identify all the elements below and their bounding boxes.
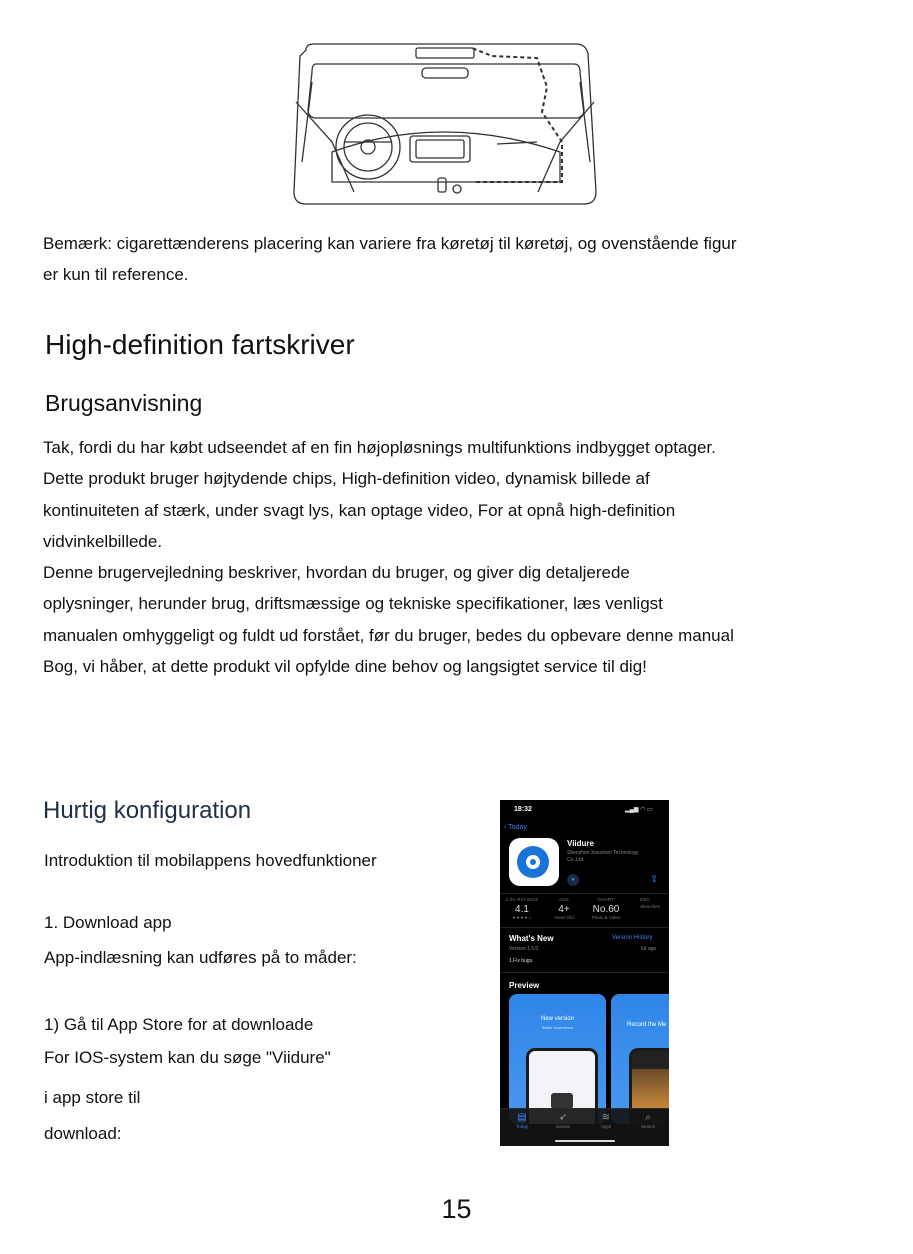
intro-line: kontinuiteten af stærk, under svagt lys, kan optage video, For at opnå high-definition <box>43 500 676 520</box>
viidure-app-icon <box>509 838 559 886</box>
car-interior-illustration <box>292 42 598 210</box>
status-icons: ▂▄▆ ◠ ▭ <box>625 807 653 813</box>
tab-label: Today <box>515 1124 528 1129</box>
divider <box>500 927 669 928</box>
intro-line: Dette produkt bruger højtydende chips, High-definition video, dynamisk billede af <box>43 469 650 489</box>
tab-apps[interactable] <box>591 1112 621 1129</box>
preview-heading: Preview <box>509 981 540 990</box>
stat-key: CHART <box>597 897 615 902</box>
card-title: New version <box>540 1016 574 1022</box>
way1-line4: download: <box>44 1124 122 1143</box>
note-line-2: er kun til reference. <box>43 265 189 284</box>
page-title: High-definition fartskriver <box>45 329 355 360</box>
stat-sub: ★★★★☆ <box>511 915 533 920</box>
back-today-button[interactable]: ‹ Today <box>504 824 527 831</box>
step-download-app: 1. Download app <box>44 913 172 932</box>
intro-line: vidvinkelbillede. <box>43 531 163 551</box>
stat-sub: Photo & Video <box>591 915 621 920</box>
stat-ratings <box>502 897 542 921</box>
preview-card-new-version[interactable] <box>509 994 606 1124</box>
divider <box>500 972 669 973</box>
section-heading: Brugsanvisning <box>45 390 203 416</box>
developer-line-2: Co.,Ltd. <box>567 857 585 863</box>
app-name: Viidure <box>567 839 594 848</box>
intro-line: manualen omhyggeligt og fuldt ud forstået, før du bruger, bedes du opbevare denne manual <box>43 625 734 645</box>
way1-line3: i app store til <box>44 1088 141 1107</box>
night-city-image <box>632 1069 669 1109</box>
share-icon[interactable]: ⇪ <box>650 874 659 885</box>
stat-key: AGE <box>558 897 570 902</box>
page-number: 15 <box>441 1194 472 1224</box>
way1-line2: For IOS-system kan du søge "Viidure" <box>44 1048 331 1067</box>
intro-line: Bog, vi håber, at dette produkt vil opfylde dine behov og langsigtet service til dig! <box>43 657 647 677</box>
app-store-screenshot <box>500 800 669 1146</box>
download-cloud-icon[interactable]: ● <box>567 874 579 886</box>
layers-icon: ≋ <box>601 1112 611 1123</box>
quick-config-heading: Hurtig konfiguration <box>43 797 252 824</box>
developer-line-1: Shenzhen Xiaozhen Technology <box>567 850 639 856</box>
quick-config-subheading: Introduktion til mobilappens hovedfunktioner <box>44 851 377 870</box>
intro-line: Tak, fordi du har købt udseendet af en fin højopløsnings multifunktions indbygget optager. <box>43 438 716 457</box>
card-subtitle: Better experience <box>541 1025 574 1030</box>
whats-new-heading: What's New <box>509 934 554 943</box>
stat-value: 4+ <box>558 904 570 915</box>
note-line-1: Bemærk: cigarettænderens placering kan variere fra køretøj til køretøj, og ovenstående figur <box>43 234 737 253</box>
way1-line1: 1) Gå til App Store for at downloade <box>44 1015 314 1034</box>
tab-search[interactable] <box>633 1112 663 1129</box>
stat-key: DEV <box>640 897 650 902</box>
today-icon: ▤ <box>517 1112 527 1123</box>
fix-bugs-note: 1.Fix bugs. <box>509 958 534 964</box>
stat-developer <box>640 897 669 909</box>
version-label: Version 1.5.0 <box>509 946 539 952</box>
back-label: Today <box>508 824 527 831</box>
step-download-desc: App-indlæsning kan udføres på to måder: <box>44 948 357 967</box>
intro-paragraph <box>43 432 734 682</box>
version-history-link[interactable]: Version History <box>612 935 653 941</box>
stat-sub: Shenzhen <box>640 904 661 909</box>
tab-games[interactable] <box>548 1112 578 1129</box>
intro-line: oplysninger, herunder brug, driftsmæssige og tekniske specifikationer, læs venligst <box>43 594 663 614</box>
card-title: Record the Me <box>627 1022 667 1028</box>
stat-value: 4.1 <box>515 904 529 915</box>
stat-age <box>544 897 584 920</box>
rocket-icon: ➶ <box>558 1112 568 1123</box>
stat-value: No.60 <box>592 904 620 915</box>
stat-chart <box>586 897 626 920</box>
home-indicator <box>555 1140 615 1142</box>
tab-label: Games <box>555 1124 571 1129</box>
stat-key: 1.2K RATINGS <box>505 897 539 902</box>
tab-label: Search <box>640 1124 656 1129</box>
stat-sub: Years Old <box>554 915 574 920</box>
search-icon: ⌕ <box>645 1112 651 1123</box>
divider <box>500 893 669 894</box>
tab-label: Apps <box>600 1124 612 1129</box>
preview-card-record[interactable] <box>611 994 669 1124</box>
status-time: 18:32 <box>514 806 532 813</box>
intro-line: Denne brugervejledning beskriver, hvordan du bruger, og giver dig detaljerede <box>43 563 630 583</box>
version-ago: 6d ago <box>641 946 657 952</box>
tab-today[interactable] <box>507 1112 537 1129</box>
dashcam-image <box>551 1093 573 1109</box>
